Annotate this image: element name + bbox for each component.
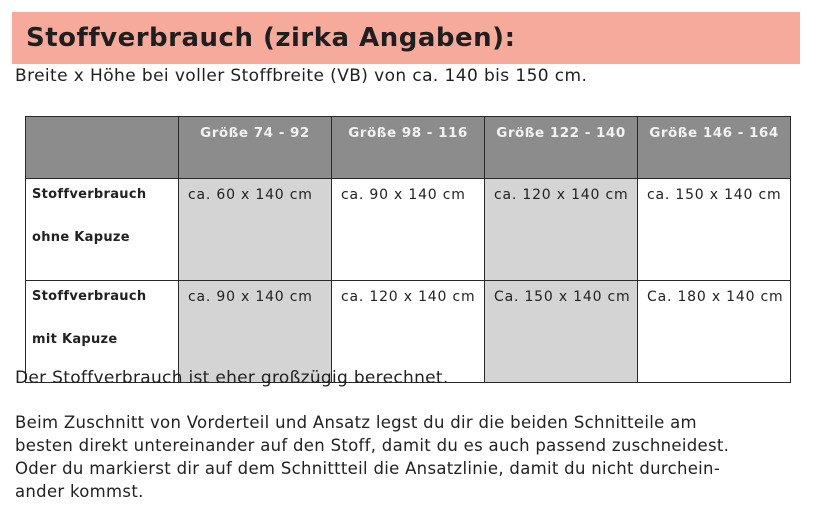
table-cell: Ca. 180 x 140 cm xyxy=(638,281,791,383)
fabric-consumption-table xyxy=(25,116,791,383)
paragraph-line: ander kommst. xyxy=(15,482,144,501)
table-corner-cell xyxy=(26,117,179,179)
cutting-instructions xyxy=(15,411,815,503)
column-header: Größe 98 - 116 xyxy=(332,117,485,179)
column-header: Größe 146 - 164 xyxy=(638,117,791,179)
table-header-row xyxy=(26,117,791,179)
row-header-line1: Stoffverbrauch xyxy=(32,289,147,304)
table-cell: ca. 90 x 140 cm xyxy=(332,179,485,281)
table-cell: ca. 150 x 140 cm xyxy=(638,179,791,281)
note-generous: Der Stoffverbrauch ist eher großzügig berechnet. xyxy=(15,368,449,388)
row-header xyxy=(26,179,179,281)
row-header-line1: Stoffverbrauch xyxy=(32,187,147,202)
row-header-line2: ohne Kapuze xyxy=(32,230,130,245)
row-header-line2: mit Kapuze xyxy=(32,332,118,347)
column-header: Größe 122 - 140 xyxy=(485,117,638,179)
title-banner xyxy=(12,12,800,64)
table-cell: ca. 120 x 140 cm xyxy=(332,281,485,383)
paragraph-line: Beim Zuschnitt von Vorderteil und Ansatz legst du dir die beiden Schnitteile am xyxy=(15,413,697,432)
table-cell: Ca. 150 x 140 cm xyxy=(485,281,638,383)
table-cell: ca. 60 x 140 cm xyxy=(179,179,332,281)
page-subtitle: Breite x Höhe bei voller Stoffbreite (VB) von ca. 140 bis 150 cm. xyxy=(15,66,588,86)
paragraph-line: Oder du markierst dir auf dem Schnittteil die Ansatzlinie, damit du nicht durchein- xyxy=(15,459,721,478)
paragraph-line: besten direkt untereinander auf den Stoff, damit du es auch passend zuschneidest. xyxy=(15,436,730,455)
column-header: Größe 74 - 92 xyxy=(179,117,332,179)
table-cell: ca. 120 x 140 cm xyxy=(485,179,638,281)
table-row xyxy=(26,179,791,281)
page-title: Stoffverbrauch (zirka Angaben): xyxy=(26,23,516,53)
table-cell: ca. 90 x 140 cm xyxy=(179,281,332,383)
